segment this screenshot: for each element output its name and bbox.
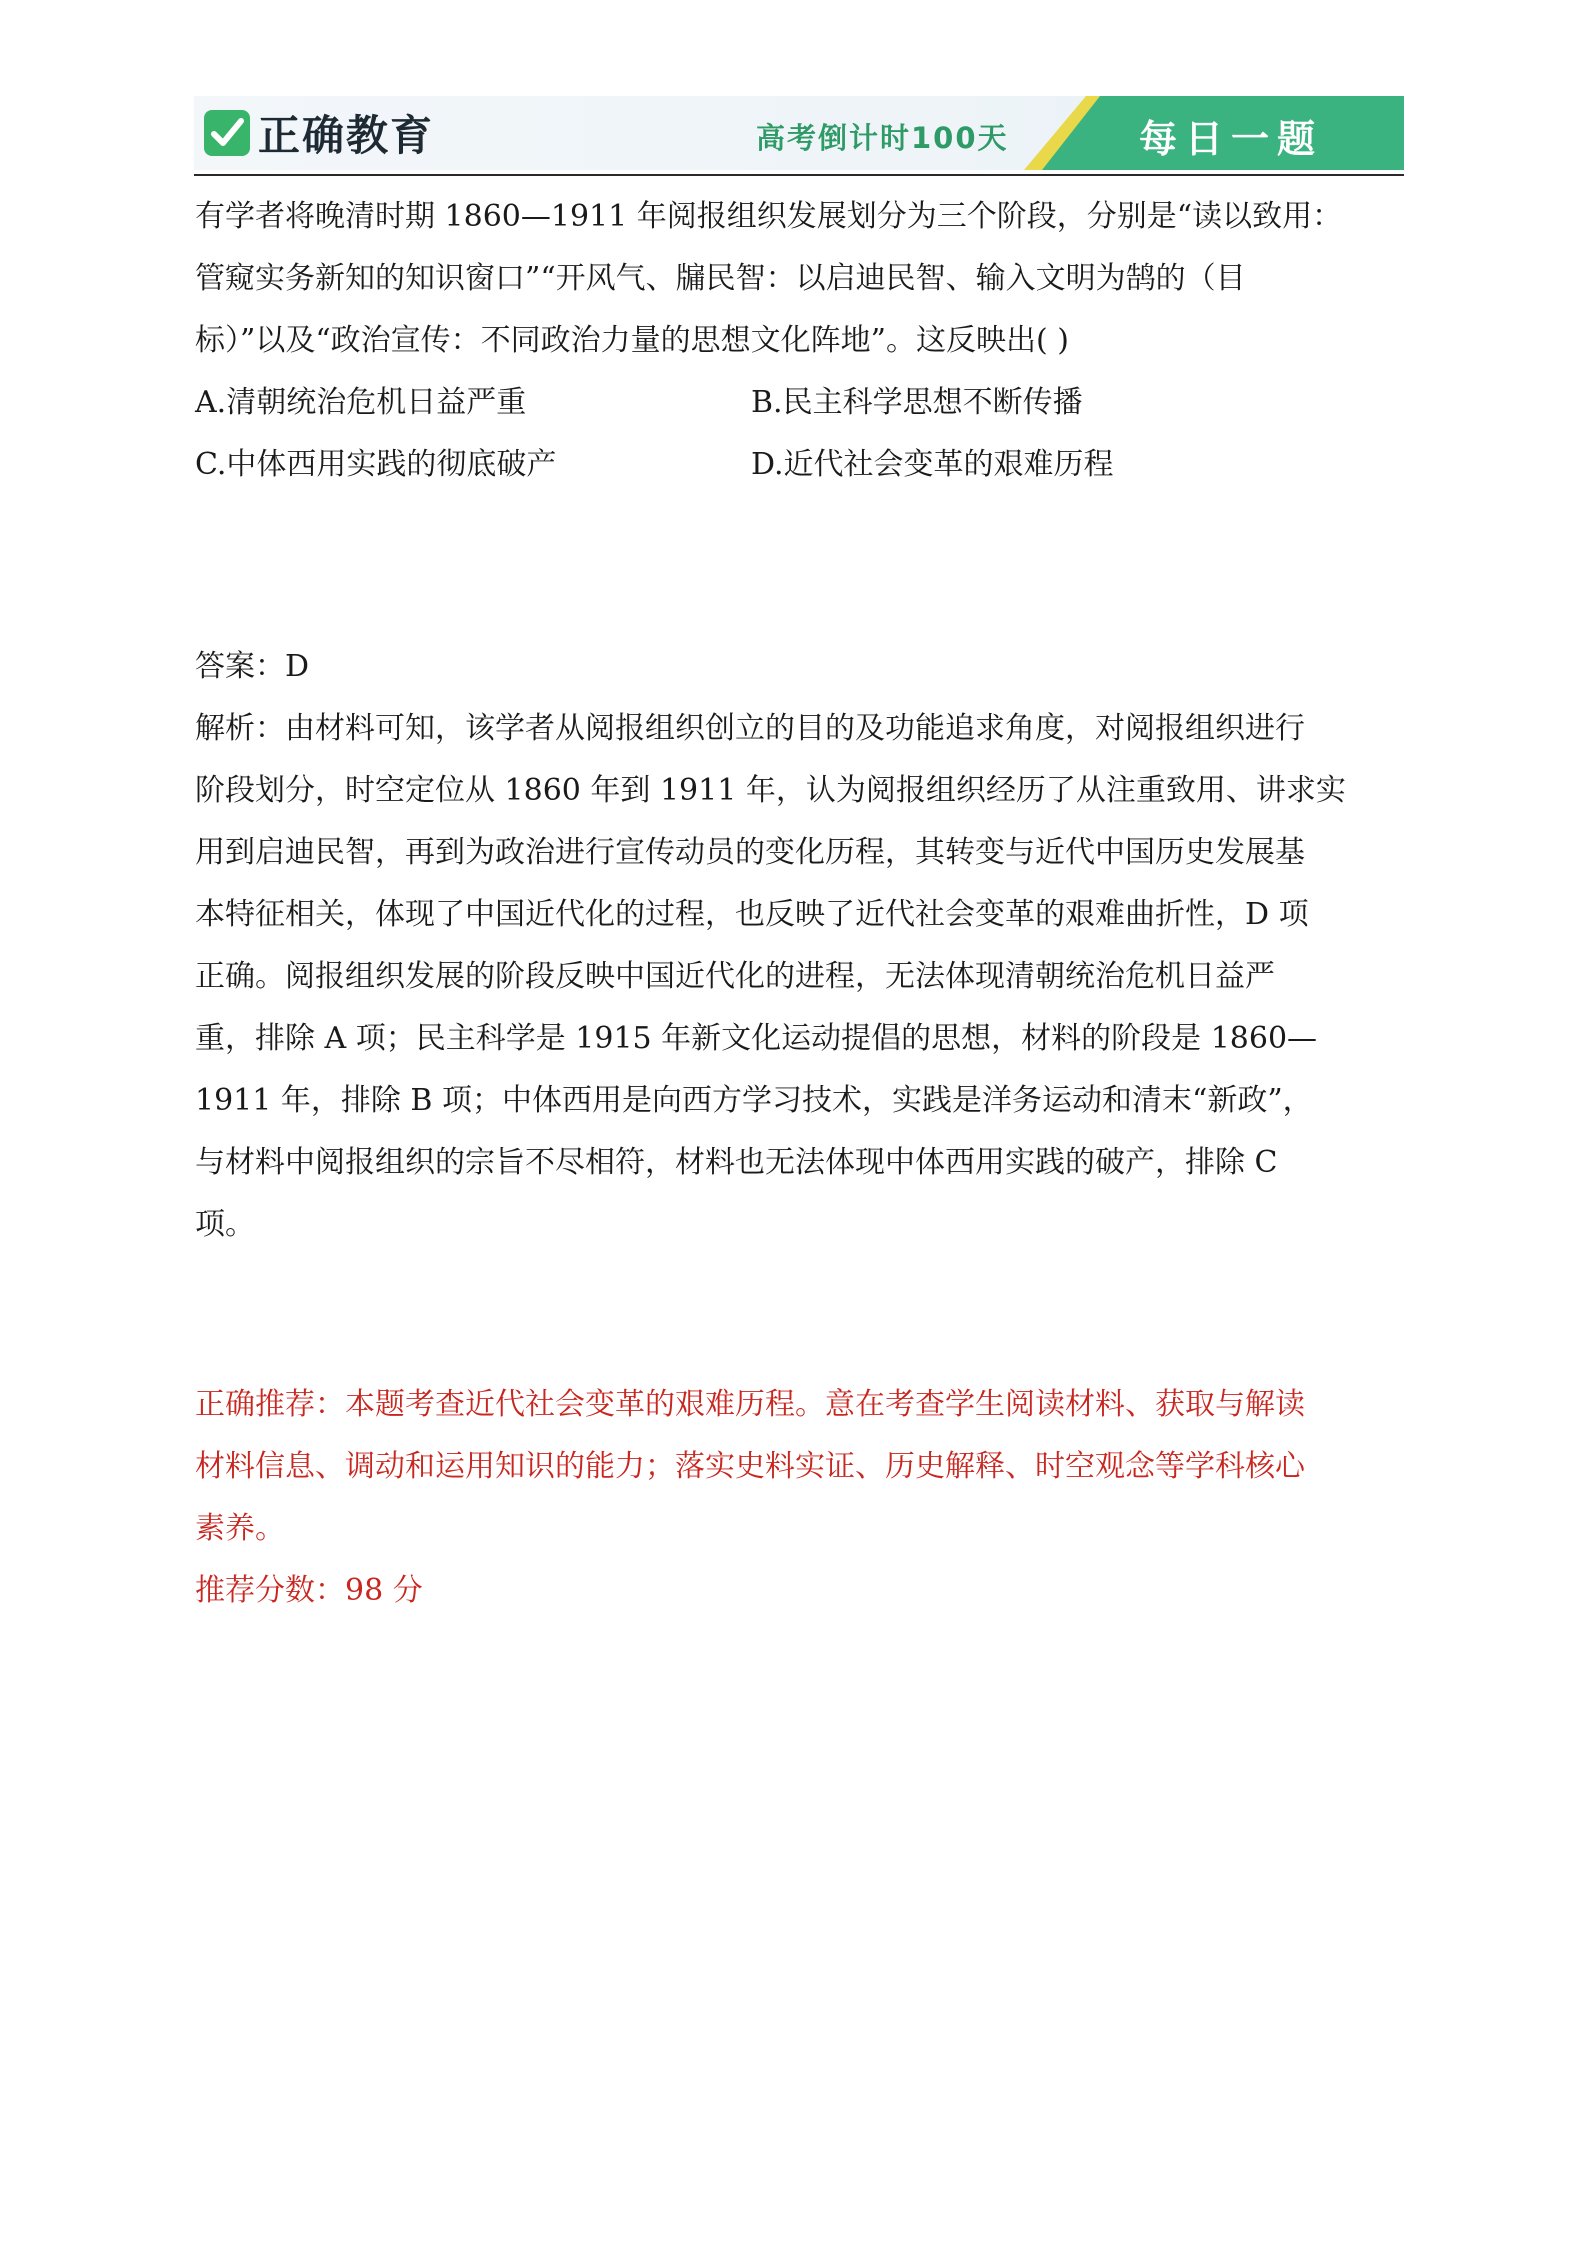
option-a: A.清朝统治危机日益严重 [195,385,527,420]
analysis-line: 本特征相关，体现了中国近代化的过程，也反映了近代社会变革的艰难曲折性，D 项 [195,897,1309,932]
analysis-line: 正确。阅报组织发展的阶段反映中国近代化的进程，无法体现清朝统治危机日益严 [195,959,1275,994]
option-b: B.民主科学思想不断传播 [751,385,1083,420]
header-banner [194,96,1404,176]
analysis-line: 项。 [195,1207,255,1242]
recommended-score: 推荐分数：98 分 [195,1573,423,1608]
recommendation-line: 正确推荐：本题考查近代社会变革的艰难历程。意在考查学生阅读材料、获取与解读 [195,1387,1305,1422]
brand-logo [204,105,434,161]
question-line: 有学者将晚清时期 1860—1911 年阅报组织发展划分为三个阶段，分别是“读以致用： [195,199,1343,234]
daily-question-label: 每日一题 [1139,117,1324,161]
option-d: D.近代社会变革的艰难历程 [751,447,1114,482]
daily-question-tag [1024,96,1404,170]
recommendation-section [195,1374,1405,1622]
recommendation-line: 素养。 [195,1511,285,1546]
analysis-line: 重，排除 A 项；民主科学是 1915 年新文化运动提倡的思想，材料的阶段是 1860— [195,1021,1318,1056]
checkmark-icon [204,110,250,156]
brand-name: 正确教育 [258,111,435,160]
analysis-line: 1911 年，排除 B 项；中体西用是向西方学习技术，实践是洋务运动和清末“新政”， [195,1083,1313,1118]
answer-line: 答案：D [195,649,310,684]
answer-options [195,372,1395,496]
option-c: C.中体西用实践的彻底破产 [195,447,557,482]
question-line: 管窥实务新知的知识窗口”“开风气、牖民智：以启迪民智、输入文明为鹄的（目 [195,261,1246,296]
analysis-line: 解析：由材料可知，该学者从阅报组织创立的目的及功能追求角度，对阅报组织进行 [195,711,1305,746]
analysis-line: 与材料中阅报组织的宗旨不尽相符，材料也无法体现中体西用实践的破产，排除 C [195,1145,1278,1180]
answer-section [195,636,1405,1256]
question-line: 标）”以及“政治宣传：不同政治力量的思想文化阵地”。这反映出( ) [195,323,1069,358]
recommendation-line: 材料信息、调动和运用知识的能力；落实史料实证、历史解释、时空观念等学科核心 [195,1449,1305,1484]
analysis-line: 阶段划分，时空定位从 1860 年到 1911 年，认为阅报组织经历了从注重致用、讲求实 [195,773,1346,808]
analysis-line: 用到启迪民智，再到为政治进行宣传动员的变化历程，其转变与近代中国历史发展基 [195,835,1305,870]
question-section [195,186,1395,496]
countdown-text: 高考倒计时100天 [756,121,1009,155]
